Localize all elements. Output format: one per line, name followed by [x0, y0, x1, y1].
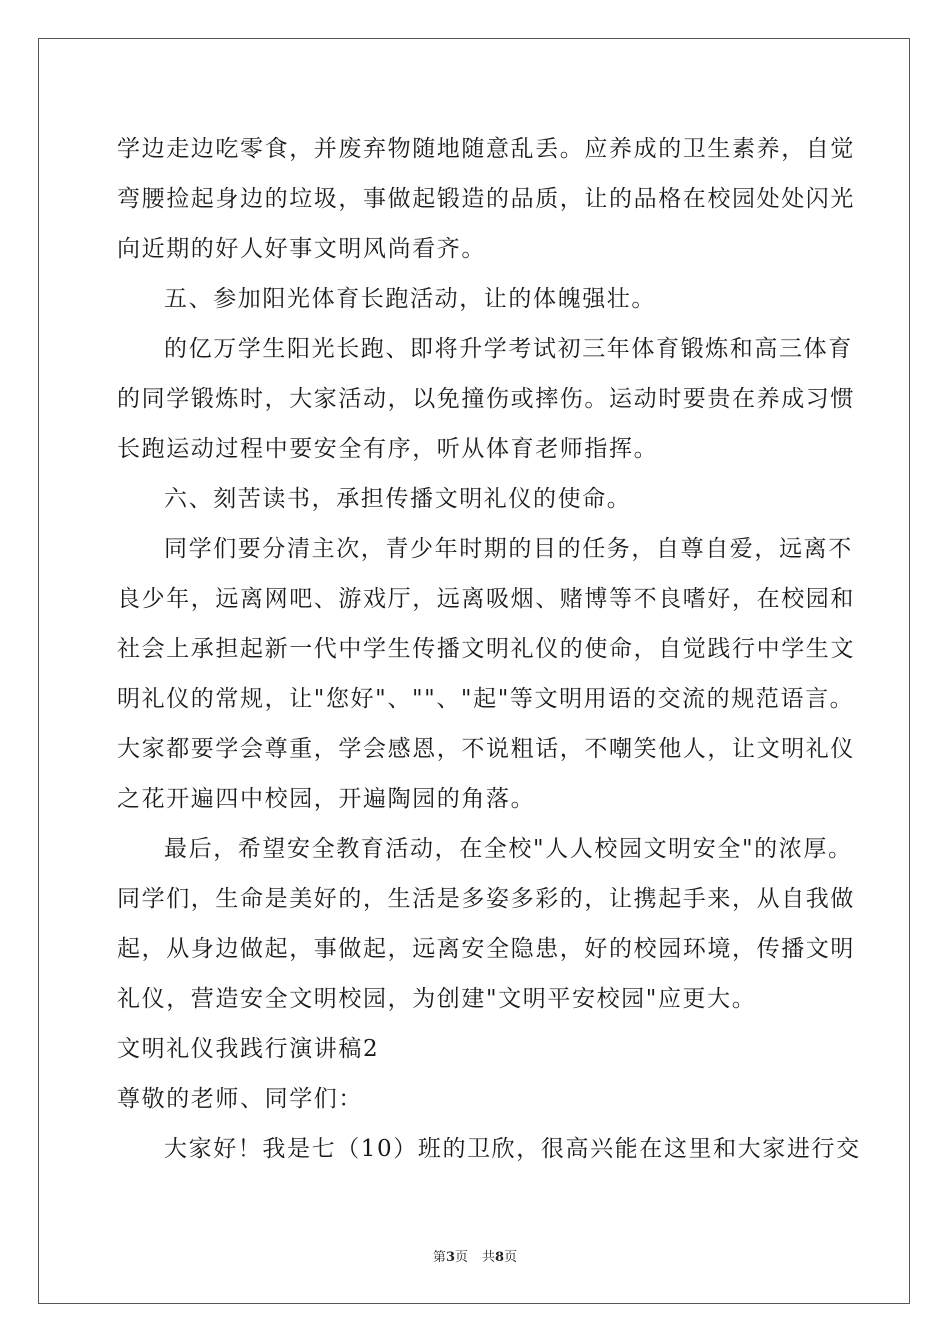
page-number: 3	[445, 1250, 455, 1265]
page-prefix: 第	[432, 1250, 446, 1265]
section-heading-5: 五、参加阳光体育长跑活动，让的体魄强壮。	[164, 286, 656, 312]
page-footer	[0, 1246, 950, 1265]
text-line: 向近期的好人好事文明风尚看齐。	[117, 236, 486, 262]
text-line: 明礼仪的常规，让"您好"、""、"起"等文明用语的交流的规范语言。	[117, 686, 855, 712]
total-pages: 8	[495, 1250, 505, 1265]
text-line: 最后，希望安全教育活动，在全校"人人校园文明安全"的浓厚。	[164, 836, 853, 862]
text-line: 学边走边吃零食，并废弃物随地随意乱丢。应养成的卫生素养，自觉	[117, 136, 855, 162]
section-heading-6: 六、刻苦读书，承担传播文明礼仪的使命。	[164, 486, 632, 512]
text-line: 的同学锻炼时，大家活动，以免撞伤或摔伤。运动时要贵在养成习惯	[117, 386, 855, 412]
text-line: 礼仪，营造安全文明校园，为创建"文明平安校园"应更大。	[117, 986, 757, 1012]
text-line: 良少年，远离网吧、游戏厅，远离吸烟、赌博等不良嗜好，在校园和	[117, 586, 855, 612]
text-line: 之花开遍四中校园，开遍陶园的角落。	[117, 786, 536, 812]
salutation: 尊敬的老师、同学们：	[117, 1086, 363, 1112]
text-line: 大家都要学会尊重，学会感恩，不说粗话，不嘲笑他人，让文明礼仪	[117, 736, 855, 762]
text-line: 长跑运动过程中要安全有序，听从体育老师指挥。	[117, 436, 659, 462]
page-suffix: 页	[454, 1250, 468, 1265]
text-line: 起，从身边做起，事做起，远离安全隐患，好的校园环境，传播文明	[117, 936, 855, 962]
text-line: 弯腰捡起身边的垃圾，事做起锻造的品质，让的品格在校园处处闪光	[117, 186, 855, 212]
document-body	[117, 128, 861, 1178]
total-suffix: 页	[504, 1250, 518, 1265]
text-line: 大家好！我是七（10）班的卫欣，很高兴能在这里和大家进行交	[164, 1136, 861, 1162]
text-line: 同学们要分清主次，青少年时期的目的任务，自尊自爱，远离不	[164, 536, 853, 562]
document-title: 文明礼仪我践行演讲稿2	[117, 1036, 380, 1062]
total-prefix: 共	[482, 1250, 496, 1265]
text-line: 社会上承担起新一代中学生传播文明礼仪的使命，自觉践行中学生文	[117, 636, 855, 662]
text-line: 同学们，生命是美好的，生活是多姿多彩的，让携起手来，从自我做	[117, 886, 855, 912]
text-line: 的亿万学生阳光长跑、即将升学考试初三年体育锻炼和高三体育	[164, 336, 853, 362]
